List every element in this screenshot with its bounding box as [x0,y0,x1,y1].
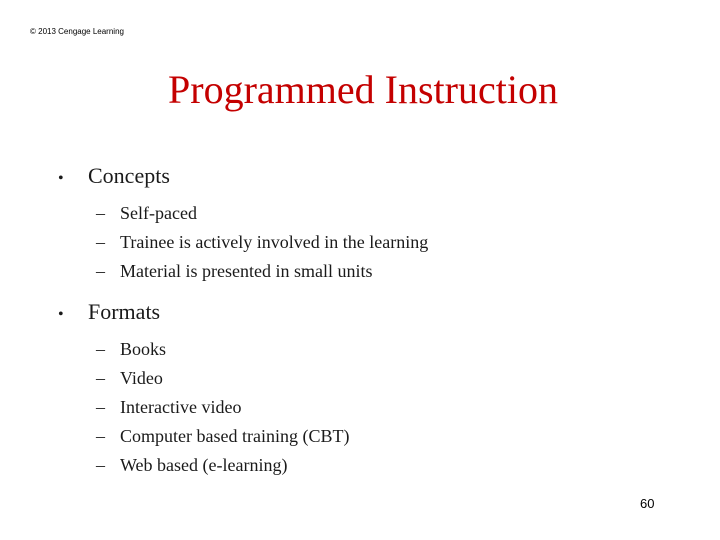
list-item-text: Trainee is actively involved in the learning [120,232,429,252]
page-number: 60 [640,496,655,511]
list-item [96,451,428,480]
dash-icon: – [96,232,105,252]
dash-icon: – [96,368,105,388]
dash-icon: – [96,261,105,281]
bullet-icon: • [58,170,64,187]
list-item [96,393,428,422]
list-item-text: Web based (e-learning) [120,455,288,475]
dash-icon: – [96,203,105,223]
list-item-text: Self-paced [120,203,197,223]
list-item-text: Computer based training (CBT) [120,426,350,446]
list-item-text: Books [120,339,167,359]
list-item [96,199,428,228]
list-item [96,335,428,364]
dash-icon: – [96,397,105,417]
dash-icon: – [96,426,105,446]
bullet-list [58,162,428,492]
section-label: Concepts [88,163,170,188]
list-item [96,422,428,451]
dash-icon: – [96,455,105,475]
list-item [96,257,428,286]
dash-icon: – [96,339,105,359]
bullet-icon: • [58,306,64,323]
list-item-text: Video [120,368,163,388]
section-label: Formats [88,299,161,324]
list-item-text: Material is presented in small units [120,261,373,281]
list-item [96,364,428,393]
concepts-list [58,199,428,286]
copyright-notice: © 2013 Cengage Learning [30,27,124,36]
section-concepts [58,162,428,193]
formats-list [58,335,428,480]
list-item-text: Interactive video [120,397,242,417]
section-formats [58,298,428,329]
slide-title: Programmed Instruction [168,67,558,112]
list-item [96,228,428,257]
